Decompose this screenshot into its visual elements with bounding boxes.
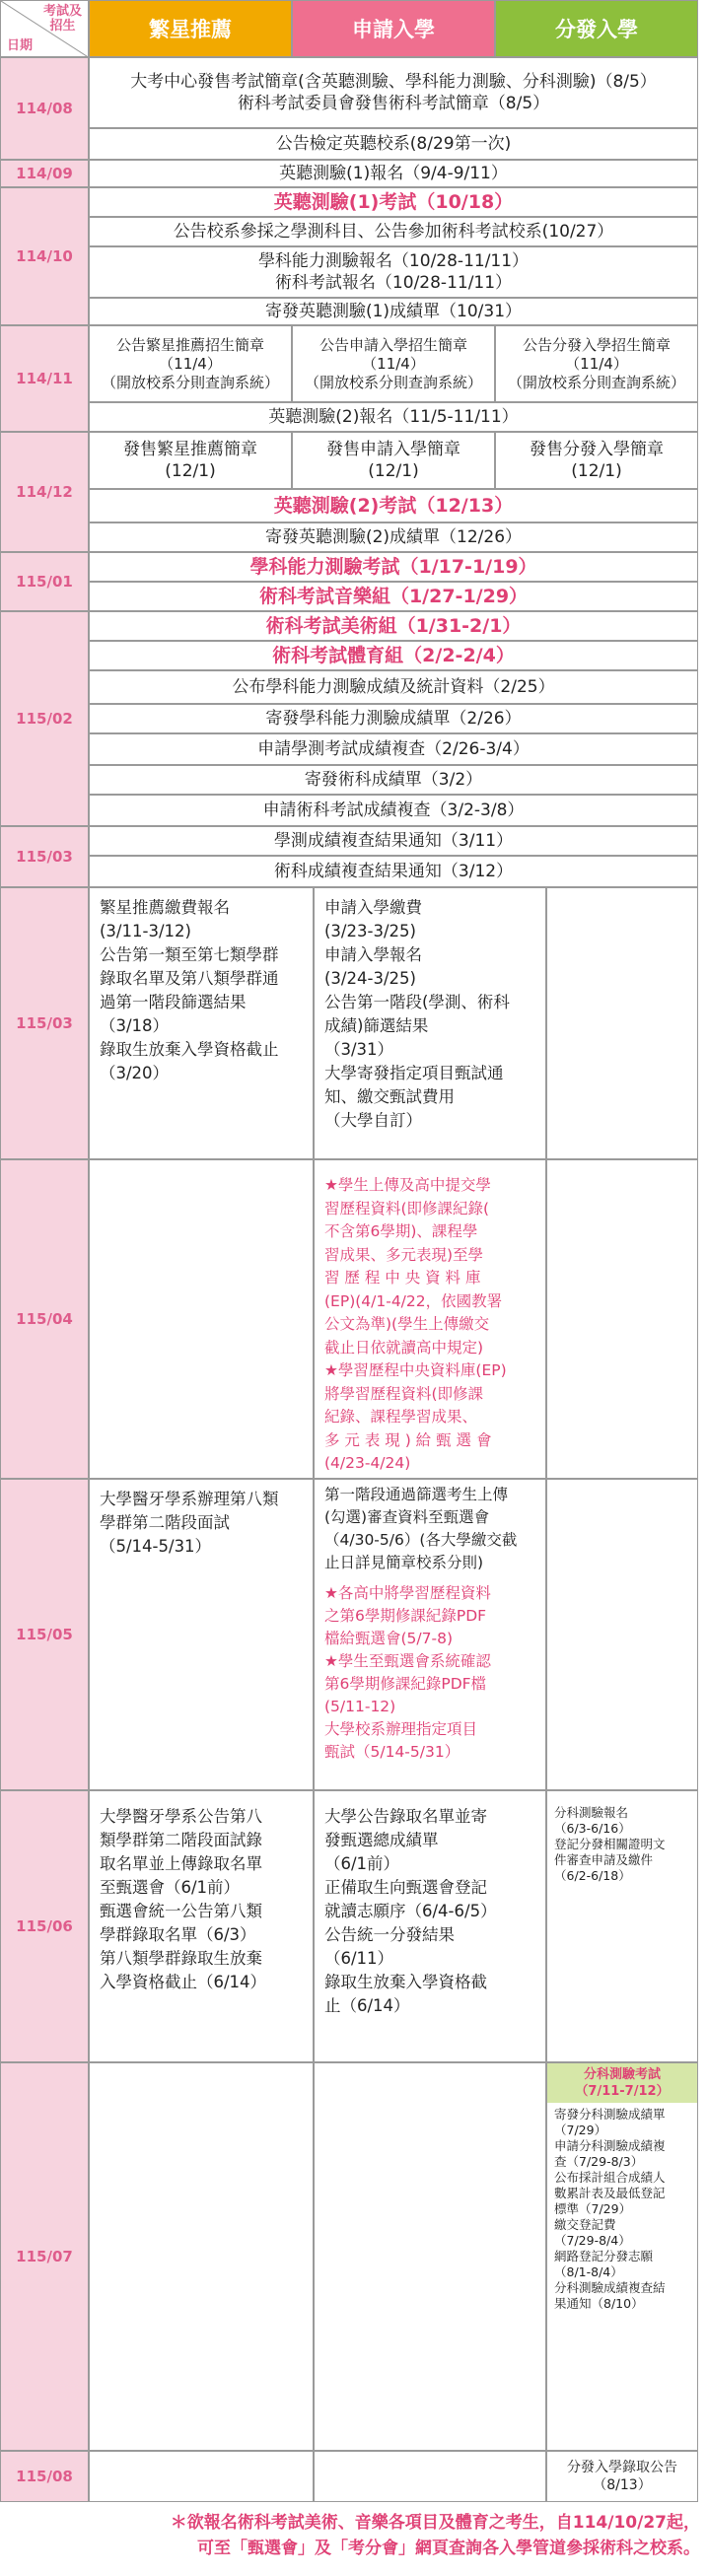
corner-header — [0, 0, 89, 57]
event-text: 查（7/29-8/3） — [554, 2154, 644, 2169]
apply-june-events — [314, 1790, 546, 2062]
footnote — [20, 2510, 700, 2561]
event-text: 大學公告錄取名單並寄 — [324, 1807, 487, 1826]
event-text: （開放校系分則查詢系統） — [507, 373, 685, 391]
event-text: （6/1前） — [324, 1854, 400, 1873]
event-row: 學測成績複查結果通知（3/11） — [89, 826, 698, 856]
event-text: 學科能力測驗報名（10/28-11/11） — [257, 251, 530, 271]
date-115-03-second: 115/03 — [0, 887, 89, 1159]
event-text: ★學生上傳及高中提交學 — [324, 1176, 491, 1194]
date-114-08: 114/08 — [0, 57, 89, 160]
event-text: （開放校系分則查詢系統） — [304, 373, 482, 391]
event-text: 錄取名單及第八類學群通 — [100, 969, 279, 988]
event-text: （6/11） — [324, 1949, 394, 1968]
event-text: 登記分發相關證明文 — [554, 1837, 666, 1851]
event-text: 過第一階段篩選結果 — [100, 993, 247, 1011]
placement-july-events — [546, 2062, 698, 2451]
date-114-09: 114/09 — [0, 160, 89, 187]
event-text: (12/1) — [165, 461, 216, 481]
event-text: 檔給甄選會(5/7-8) — [324, 1630, 453, 1647]
event-text: （11/4） — [159, 354, 222, 373]
star-april-empty — [89, 1159, 314, 1479]
event-text: 標準（7/29） — [554, 2201, 632, 2216]
event-apply-brochure — [292, 325, 495, 402]
apply-july-empty — [314, 2062, 546, 2451]
event-text: （6/2-6/18） — [554, 1868, 631, 1883]
event-text: 大學醫牙學系公告第八 — [100, 1807, 262, 1826]
event-text: 止日詳見簡章校系分則) — [324, 1554, 484, 1571]
event-row — [89, 57, 698, 128]
event-text: 寄發分科測驗成績單 — [554, 2107, 666, 2122]
event-text: 錄取生放棄入學資格截止 — [100, 1040, 279, 1059]
event-text: 將學習歷程資料(即修課 — [324, 1384, 484, 1403]
event-text: （8/1-8/4） — [554, 2264, 623, 2279]
event-text: 公告分發入學招生簡章 — [522, 335, 671, 354]
event-text: 至甄選會（6/1前） — [100, 1878, 241, 1897]
event-text: 發甄選總成績單 — [324, 1831, 439, 1849]
event-text: 就讀志願序（6/4-6/5） — [324, 1902, 497, 1920]
placement-march-empty — [546, 887, 698, 1159]
star-august-empty — [89, 2451, 314, 2502]
event-row: 公告校系參採之學測科目、公告參加術科考試校系(10/27） — [89, 217, 698, 246]
event-text: 習歷程資料(即修課紀錄( — [324, 1199, 490, 1218]
event-text: （7/29） — [554, 2123, 607, 2137]
star-may-events — [89, 1479, 314, 1790]
event-text: 網路登記分發志願 — [554, 2249, 654, 2263]
star-june-events — [89, 1790, 314, 2062]
event-row: 術科考試美術組（1/31-2/1） — [89, 611, 698, 641]
event-text: （11/4） — [362, 354, 425, 373]
event-apply-sale — [292, 432, 495, 489]
column-header-apply: 申請入學 — [292, 0, 495, 57]
event-text: 學群錄取名單（6/3） — [100, 1925, 256, 1944]
event-text: 數累計表及最低登記 — [554, 2186, 666, 2200]
event-text: 正備取生向甄選會登記 — [324, 1878, 487, 1897]
event-text: 分發入學錄取公告 — [567, 2460, 677, 2475]
event-text: 申請入學繳費 — [324, 898, 422, 917]
event-text: 公告統一分發結果 — [324, 1925, 455, 1944]
event-text: 大學寄發指定項目甄試通 — [324, 1064, 504, 1082]
event-text: (12/1) — [571, 461, 622, 481]
date-114-10: 114/10 — [0, 187, 89, 325]
event-text: 大學醫牙學系辦理第八類 — [100, 1490, 279, 1508]
event-text: 習 歷 程 中 央 資 料 庫 — [324, 1269, 481, 1287]
star-march-events — [89, 887, 314, 1159]
event-text: （開放校系分則查詢系統） — [101, 373, 279, 391]
date-115-08: 115/08 — [0, 2451, 89, 2502]
column-header-placement: 分發入學 — [495, 0, 698, 57]
placement-june-events — [546, 1790, 698, 2062]
footnote-line: ＊欲報名術科考試美術、音樂各項目及體育之考生，自114/10/27起， — [170, 2513, 700, 2533]
event-text: 公布採計組合成績人 — [554, 2170, 666, 2185]
event-text: （3/31） — [324, 1040, 394, 1059]
date-114-12: 114/12 — [0, 432, 89, 552]
date-115-06: 115/06 — [0, 1790, 89, 2062]
apply-august-empty — [314, 2451, 546, 2502]
event-text: (3/23-3/25) — [324, 922, 416, 940]
event-row: 英聽測驗(2)考試（12/13） — [89, 489, 698, 522]
event-text: 第八類學群錄取生放棄 — [100, 1949, 262, 1968]
event-row: 申請學測考試成績複查（2/26-3/4） — [89, 733, 698, 765]
event-text: 申請入學報名 — [324, 945, 422, 964]
event-text: 成績)篩選結果 — [324, 1016, 429, 1035]
event-text: 件審查申請及繳件 — [554, 1852, 654, 1867]
event-text: 繳交登記費 — [554, 2217, 616, 2232]
event-text: 公告第一階段(學測、術科 — [324, 993, 510, 1011]
placement-july-list — [547, 2103, 697, 2318]
event-text: (5/11-12) — [324, 1698, 396, 1715]
event-text: 分科測驗報名 — [554, 1805, 629, 1820]
date-115-01: 115/01 — [0, 552, 89, 611]
event-text: 第6學期修課紀錄PDF檔 — [324, 1675, 487, 1693]
event-text: (EP)(4/1-4/22，依國教署 — [324, 1291, 503, 1310]
event-text: 大考中心發售考試簡章(含英聽測驗、學科能力測驗、分科測驗)（8/5） — [130, 72, 657, 92]
apply-march-events — [314, 887, 546, 1159]
event-text: 發售申請入學簡章 — [326, 440, 460, 459]
event-text: (3/24-3/25) — [324, 969, 416, 988]
event-text: 果通知（8/10） — [554, 2296, 644, 2311]
event-text: 大學校系辦理指定項目 — [324, 1720, 478, 1738]
event-row — [89, 246, 698, 298]
event-row: 學科能力測驗考試（1/17-1/19） — [89, 552, 698, 582]
event-text: 止（6/14） — [324, 1996, 410, 2015]
event-row: 公布學科能力測驗成績及統計資料（2/25） — [89, 670, 698, 704]
placement-april-empty — [546, 1159, 698, 1479]
event-text: （大學自訂） — [324, 1111, 422, 1130]
apply-may-events — [314, 1479, 546, 1790]
date-115-07: 115/07 — [0, 2062, 89, 2451]
event-row: 寄發學科能力測驗成績單（2/26） — [89, 704, 698, 733]
event-placement-brochure — [495, 325, 698, 402]
event-text: 公告申請入學招生簡章 — [319, 335, 467, 354]
event-text: 習成果、多元表現)至學 — [324, 1245, 484, 1264]
event-text: 公告繁星推薦招生簡章 — [115, 335, 264, 354]
date-114-11: 114/11 — [0, 325, 89, 432]
event-row: 英聽測驗(1)報名（9/4-9/11） — [89, 160, 698, 187]
corner-bottom-label: 日期 — [7, 38, 34, 53]
event-text: （4/30-5/6）(各大學繳交截 — [324, 1531, 518, 1549]
event-text: 截止日依就讀高中規定) — [324, 1338, 484, 1357]
event-text: (4/23-4/24) — [324, 1454, 411, 1472]
event-text: （3/20） — [100, 1064, 170, 1082]
event-text: 之第6學期修課紀錄PDF — [324, 1607, 487, 1625]
placement-august-events — [546, 2451, 698, 2502]
event-text: ★學習歷程中央資料庫(EP) — [324, 1361, 507, 1379]
event-text: ★學生至甄選會系統確認 — [324, 1652, 491, 1670]
event-text: 入學資格截止（6/14） — [100, 1973, 267, 1991]
event-text: 繁星推薦繳費報名 — [100, 898, 230, 917]
event-text: （11/4） — [565, 354, 628, 373]
event-text: (12/1) — [368, 461, 419, 481]
event-text: 申請分科測驗成績複 — [554, 2138, 666, 2153]
event-row: 寄發英聽測驗(2)成績單（12/26） — [89, 522, 698, 552]
event-text: 公告第一類至第七類學群 — [100, 945, 279, 964]
event-text: 甄選會統一公告第八類 — [100, 1902, 262, 1920]
event-text: 多 元 表 現 ) 給 甄 選 會 — [324, 1430, 492, 1449]
event-row: 寄發術科成績單（3/2） — [89, 765, 698, 795]
event-text: （7/11-7/12） — [575, 2084, 670, 2099]
event-text: 發售繁星推薦簡章 — [123, 440, 257, 459]
event-text: 公文為準)(學生上傳繳交 — [324, 1315, 490, 1333]
event-text: 第一階段通過篩選考生上傳 — [324, 1486, 509, 1503]
date-115-04: 115/04 — [0, 1159, 89, 1479]
event-row: 術科考試體育組（2/2-2/4） — [89, 641, 698, 670]
event-row: 申請術科考試成績複查（3/2-3/8） — [89, 795, 698, 826]
event-text: 錄取生放棄入學資格截 — [324, 1973, 487, 1991]
event-text: 知、繳交甄試費用 — [324, 1087, 455, 1106]
placement-exam-highlight — [547, 2063, 697, 2103]
event-text: 紀錄、課程學習成果、 — [324, 1408, 478, 1426]
event-row: 寄發英聽測驗(1)成績單（10/31） — [89, 298, 698, 325]
event-placement-sale — [495, 432, 698, 489]
event-text: 術科考試委員會發售術科考試簡章（8/5） — [237, 94, 550, 113]
event-text: 分科測驗成績複查結 — [554, 2280, 666, 2295]
event-text: 取名單並上傳錄取名單 — [100, 1854, 262, 1873]
event-text: ★各高中將學習歷程資料 — [324, 1584, 491, 1602]
event-text: (勾選)審查資料至甄選會 — [324, 1508, 490, 1526]
event-text: 學群第二階段面試 — [100, 1513, 230, 1532]
event-row: 英聽測驗(2)報名（11/5-11/11） — [89, 402, 698, 432]
footnote-line: 可至「甄選會」及「考分會」網頁查詢各入學管道參採術科之校系。 — [197, 2539, 700, 2558]
event-text: 發售分發入學簡章 — [530, 440, 664, 459]
event-text: 不含第6學期)、課程學 — [324, 1222, 478, 1240]
event-text: （7/29-8/4） — [554, 2233, 631, 2248]
event-text: 術科考試報名（10/28-11/11） — [274, 273, 513, 293]
event-text: (3/11-3/12) — [100, 922, 191, 940]
event-text: （3/18） — [100, 1016, 170, 1035]
column-header-star: 繁星推薦 — [89, 0, 292, 57]
event-row: 公告檢定英聽校系(8/29第一次) — [89, 128, 698, 160]
event-text: （5/14-5/31） — [100, 1537, 212, 1556]
date-115-05: 115/05 — [0, 1479, 89, 1790]
apply-april-events — [314, 1159, 546, 1479]
event-star-sale — [89, 432, 292, 489]
event-row: 術科考試音樂組（1/27-1/29） — [89, 582, 698, 611]
event-text: 分科測驗考試 — [583, 2067, 661, 2082]
event-text: 甄試（5/14-5/31） — [324, 1743, 460, 1761]
placement-may-empty — [546, 1479, 698, 1790]
event-row: 英聽測驗(1)考試（10/18） — [89, 187, 698, 217]
event-row: 術科成績複查結果通知（3/12） — [89, 856, 698, 887]
event-star-brochure — [89, 325, 292, 402]
star-july-empty — [89, 2062, 314, 2451]
corner-top-label: 考試及 招生 — [42, 4, 82, 34]
date-115-03: 115/03 — [0, 826, 89, 887]
event-text: （6/3-6/16） — [554, 1821, 631, 1836]
date-115-02: 115/02 — [0, 611, 89, 826]
event-text: （8/13） — [593, 2477, 652, 2493]
event-text: 類學群第二階段面試錄 — [100, 1831, 262, 1849]
